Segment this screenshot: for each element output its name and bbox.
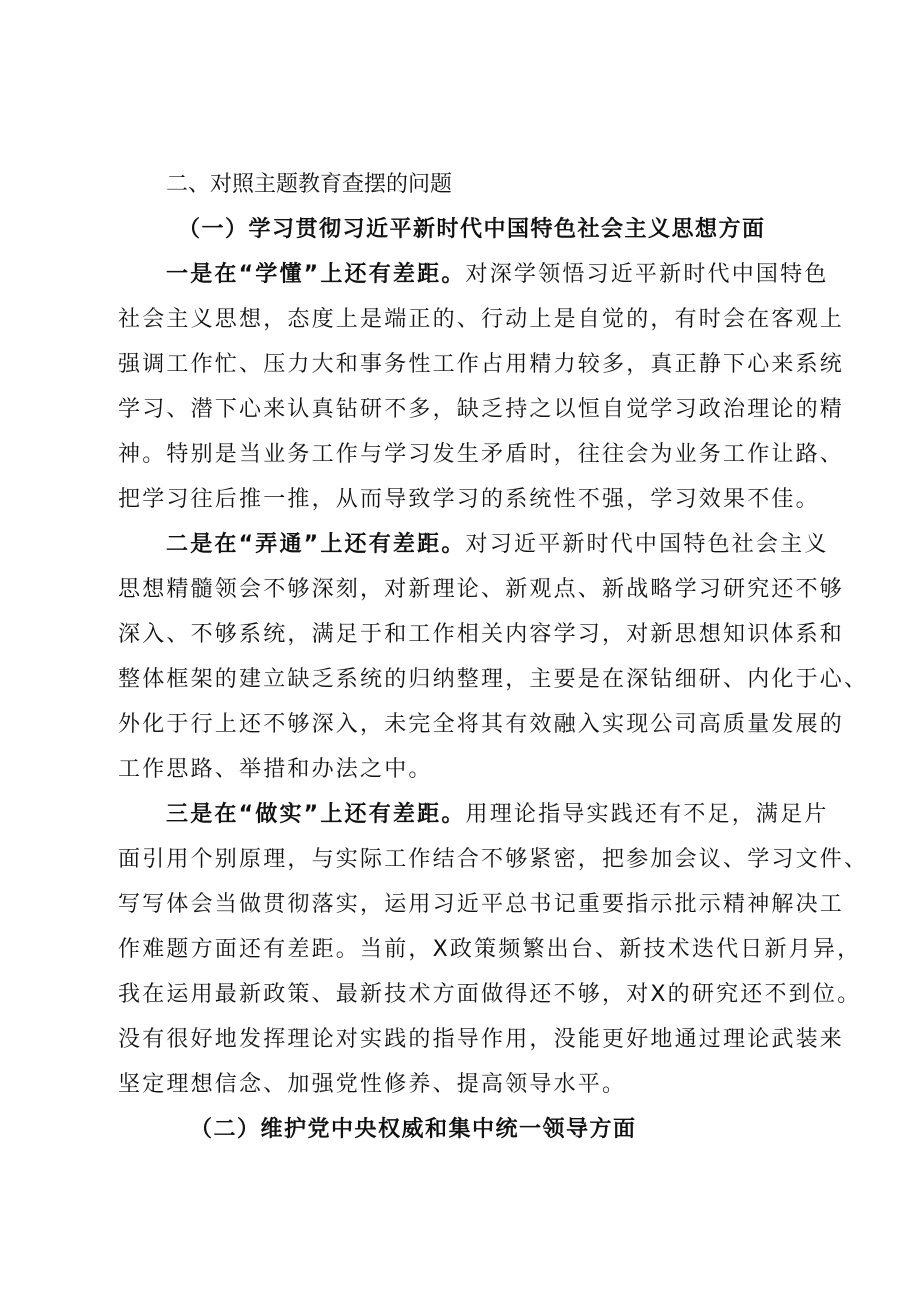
paragraph-1-line: 学习、潜下心来认真钻研不多，缺乏持之以恒自觉学习政治理论的精 [118,397,845,422]
paragraph-1-line: 强调工作忙、压力大和事务性工作占用精力较多，真正静下心来系统 [118,352,845,377]
paragraph-2-line: 深入、不够系统，满足于和工作相关内容学习，对新思想知识体系和 [118,622,845,647]
paragraph-2-line: 思想精髓领会不够深刻，对新理论、新观点、新战略学习研究还不够 [118,577,845,602]
paragraph-2-line-1-rest: 对习近平新时代中国特色社会主义 [465,532,829,557]
paragraph-2-lead: 二是在“弄通”上还有差距。 [166,532,466,557]
paragraph-1-line: 神。特别是当业务工作与学习发生矛盾时，往往会为业务工作让路、 [118,442,845,467]
paragraph-3-line-1-rest: 用理论指导实践还有不足，满足片 [465,802,829,827]
subsection-heading-2: （二）维护党中央权威和集中统一领导方面 [190,1117,637,1142]
paragraph-1-line: 社会主义思想，态度上是端正的、行动上是自觉的，有时会在客观上 [118,307,845,332]
paragraph-3-line: 写写体会当做贯彻落实，运用习近平总书记重要指示批示精神解决工 [118,892,845,917]
paragraph-3-line: 我在运用最新政策、最新技术方面做得还不够，对X的研究还不到位。 [118,982,862,1007]
paragraph-2-line-1 [166,524,829,566]
paragraph-1-line: 把学习往后推一推，从而导致学习的系统性不强，学习效果不佳。 [118,487,820,512]
paragraph-3-line-1 [166,794,829,836]
paragraph-2-line: 外化于行上还不够深入，未完全将其有效融入实现公司高质量发展的 [118,712,845,737]
paragraph-3-line: 没有很好地发挥理论对实践的指导作用，没能更好地通过理论武装来 [118,1027,845,1052]
paragraph-3-line: 作难题方面还有差距。当前，X政策频繁出台、新技术迭代日新月异， [118,937,862,962]
paragraph-3-line: 坚定理想信念、加强党性修养、提高领导水平。 [118,1072,627,1097]
paragraph-2-line: 整体框架的建立缺乏系统的归纳整理，主要是在深钻细研、内化于心、 [118,667,869,692]
paragraph-3-lead: 三是在“做实”上还有差距。 [166,802,466,827]
paragraph-2-line: 工作思路、举措和办法之中。 [118,757,433,782]
subsection-heading-1: （一）学习贯彻习近平新时代中国特色社会主义思想方面 [178,217,766,242]
section-heading-level1: 二、对照主题教育查摆的问题 [166,172,453,197]
paragraph-1-lead: 一是在“学懂”上还有差距。 [166,262,466,287]
paragraph-1-line-1 [166,254,829,296]
paragraph-3-line: 面引用个别原理，与实际工作结合不够紧密，把参加会议、学习文件、 [118,847,869,872]
paragraph-1-line-1-rest: 对深学领悟习近平新时代中国特色 [465,262,829,287]
